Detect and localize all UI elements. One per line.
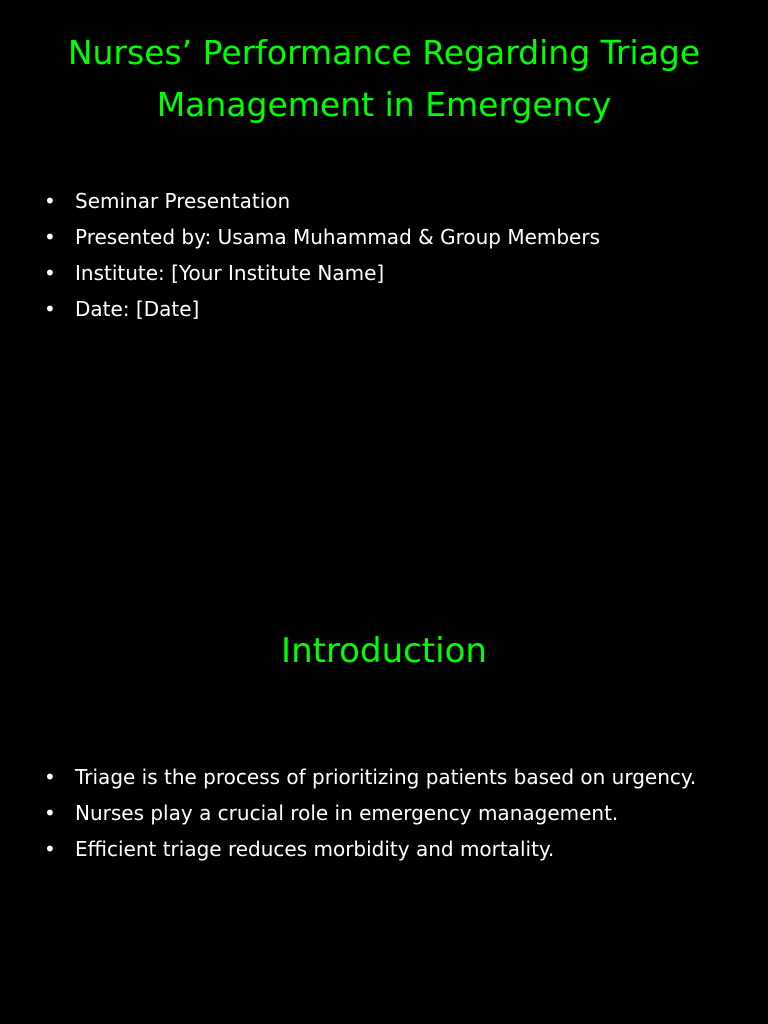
slide-title-heading: Nurses’ Performance Regarding Triage Management in Emergency	[67, 33, 701, 124]
bullet-icon: •	[44, 225, 56, 249]
slide-introduction	[0, 512, 768, 1024]
bullet-item	[44, 291, 748, 327]
bullet-icon: •	[44, 189, 56, 213]
slide-introduction-heading: Introduction	[281, 631, 487, 671]
bullet-text: Triage is the process of prioritizing patients based on urgency.	[75, 765, 697, 789]
bullet-icon: •	[44, 765, 56, 789]
slide-introduction-bullet-list	[44, 759, 748, 867]
bullet-item	[44, 219, 748, 255]
bullet-icon: •	[44, 297, 56, 321]
bullet-text: Efficient triage reduces morbidity and mortality.	[75, 837, 555, 861]
bullet-text: Date: [Date]	[75, 297, 200, 321]
bullet-text: Institute: [Your Institute Name]	[75, 261, 385, 285]
bullet-icon: •	[44, 801, 56, 825]
bullet-item	[44, 183, 748, 219]
bullet-item	[44, 255, 748, 291]
bullet-icon: •	[44, 837, 56, 861]
bullet-icon: •	[44, 261, 56, 285]
bullet-item	[44, 759, 748, 795]
bullet-text: Presented by: Usama Muhammad & Group Members	[75, 225, 600, 249]
slide-title-bullet-list	[44, 183, 748, 327]
bullet-text: Seminar Presentation	[75, 189, 291, 213]
bullet-item	[44, 831, 748, 867]
bullet-text: Nurses play a crucial role in emergency management.	[75, 801, 619, 825]
bullet-item	[44, 795, 748, 831]
